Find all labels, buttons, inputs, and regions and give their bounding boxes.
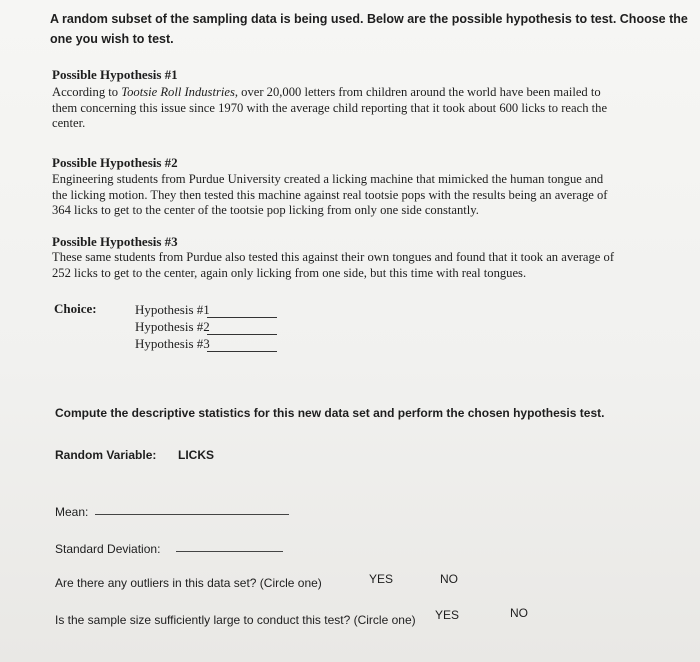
hypothesis-1-line-2: them concerning this issue since 1970 with the average child reporting that it took about 600 licks to reach the	[52, 100, 608, 115]
intro-text	[50, 9, 688, 49]
mean-blank[interactable]	[95, 514, 289, 515]
choice-option-2[interactable]: Hypothesis #2	[135, 319, 210, 334]
hypothesis-1-title: Possible Hypothesis #1	[52, 67, 178, 82]
choice-label: Choice:	[54, 301, 97, 316]
choice-options	[135, 301, 210, 352]
hypothesis-3-line-1: These same students from Purdue also tested this against their own tongues and found that it took an average of	[52, 250, 615, 264]
sample-size-question: Is the sample size sufficiently large to conduct this test? (Circle one)	[55, 613, 416, 627]
sample-size-no-option[interactable]: NO	[510, 606, 528, 620]
hypothesis-3-title: Possible Hypothesis #3	[52, 234, 178, 249]
hypothesis-2-block	[52, 155, 608, 219]
mean-label: Mean:	[55, 505, 89, 519]
compute-instruction: Compute the descriptive statistics for this new data set and perform the chosen hypothesis test.	[55, 406, 605, 420]
outliers-yes-option[interactable]: YES	[369, 572, 394, 586]
hypothesis-2-title: Possible Hypothesis #2	[52, 155, 178, 170]
hypothesis-1-line-1: According to Tootsie Roll Industries, over 20,000 letters from children around the world have been mailed to	[52, 85, 601, 99]
hypothesis-3-body	[52, 250, 614, 281]
choice-blank-1[interactable]	[207, 317, 277, 318]
choice-blank-2[interactable]	[207, 334, 277, 335]
hypothesis-2-body	[52, 172, 608, 219]
outliers-question: Are there any outliers in this data set? (Circle one)	[55, 576, 322, 590]
intro-line-1: A random subset of the sampling data is being used. Below are the possible hypothesis to test. Choose the	[50, 12, 688, 26]
intro-line-2: one you wish to test.	[50, 32, 174, 46]
sample-size-yes-option[interactable]: YES	[435, 608, 460, 622]
std-label: Standard Deviation:	[55, 542, 161, 556]
hypothesis-1-line-3: center.	[52, 116, 86, 131]
choice-option-1[interactable]: Hypothesis #1	[135, 302, 210, 317]
random-variable-label: Random Variable:	[55, 448, 157, 462]
choice-blank-3[interactable]	[207, 351, 277, 352]
std-blank[interactable]	[176, 551, 283, 552]
hypothesis-3-line-2: 252 licks to get to the center, again only licking from one side, but this time with real tongues.	[52, 265, 527, 280]
hypothesis-1-block	[52, 67, 607, 132]
hypothesis-2-line-3: 364 licks to get to the center of the tootsie pop licking from only one side constantly.	[52, 203, 479, 218]
hypothesis-1-body	[52, 85, 607, 132]
choice-option-3[interactable]: Hypothesis #3	[135, 336, 210, 351]
hypothesis-2-line-2: the licking motion. They then tested this machine against real tootsie pops with the results being an average of	[52, 187, 608, 202]
hypothesis-3-block	[52, 234, 614, 281]
random-variable-value: LICKS	[178, 448, 214, 462]
outliers-no-option[interactable]: NO	[440, 572, 458, 586]
hypothesis-2-line-1: Engineering students from Purdue University created a licking machine that mimicked the human tongue and	[52, 172, 604, 186]
